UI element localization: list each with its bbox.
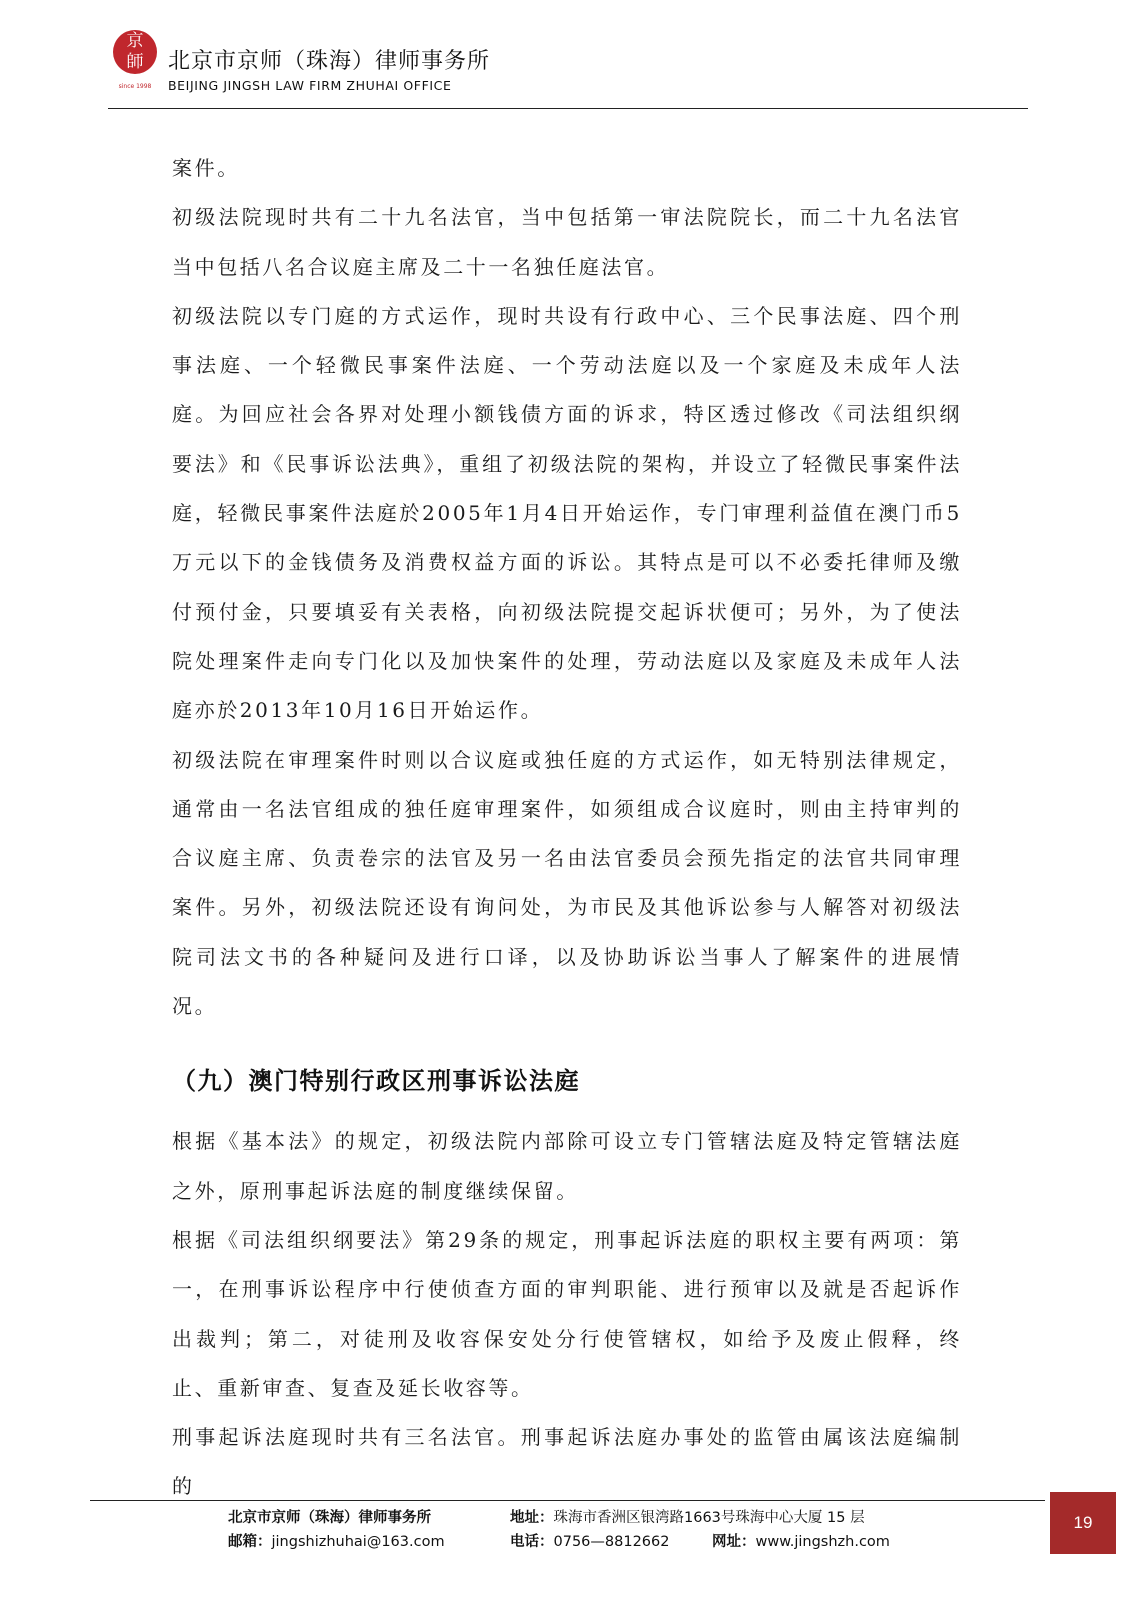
footer-website-value: www.jingshzh.com — [755, 1534, 890, 1550]
paragraph: 初级法院现时共有二十九名法官，当中包括第一审法院院长，而二十九名法官当中包括八名合议庭主席及二十一名独任庭法官。 — [172, 205, 962, 279]
svg-text:師: 師 — [126, 52, 144, 72]
footer-email — [228, 1530, 445, 1551]
paragraph: 案件。 — [172, 156, 240, 180]
paragraph: 初级法院在审理案件时则以合议庭或独任庭的方式运作，如无特别法律规定，通常由一名法官组成的独任庭审理案件，如须组成合议庭时，则由主持审判的合议庭主席、负责卷宗的法官及另一名由法官委员会预先指定的法官共同审理案件。另外，初级法院还设有询问处，为市民及其他诉讼参与人解答对初级法院司法文书的各种疑问及进行口译，以及协助诉讼当事人了解案件的进展情况。 — [172, 747, 962, 1019]
footer-email-value: jingshizhuhai@163.com — [271, 1534, 445, 1550]
page-footer — [0, 1502, 1131, 1562]
footer-divider — [90, 1500, 1045, 1501]
footer-phone-value: 0756—8812662 — [553, 1534, 670, 1550]
footer-phone — [510, 1530, 669, 1551]
paragraph: 刑事起诉法庭现时共有三名法官。刑事起诉法庭办事处的监管由属该法庭编制的 — [172, 1425, 962, 1499]
svg-text:京: 京 — [126, 31, 144, 51]
page-header — [108, 20, 1028, 110]
paragraph: 根据《司法组织纲要法》第29条的规定，刑事起诉法庭的职权主要有两项：第一，在刑事诉讼程序中行使侦查方面的审判职能、进行预审以及就是否起诉作出裁判；第二，对徒刑及收容保安处分行使管辖权，如给予及废止假释，终止、重新审查、复查及延长收容等。 — [172, 1227, 962, 1400]
footer-firm-name: 北京市京师（珠海）律师事务所 — [228, 1510, 431, 1526]
footer-website-label: 网址： — [712, 1534, 756, 1550]
footer-website — [712, 1530, 890, 1551]
footer-address-label: 地址： — [510, 1510, 554, 1526]
footer-address — [510, 1506, 865, 1527]
paragraph: 根据《基本法》的规定，初级法院内部除可设立专门管辖法庭及特定管辖法庭之外，原刑事起诉法庭的制度继续保留。 — [172, 1129, 962, 1203]
paragraph: 初级法院以专门庭的方式运作，现时共设有行政中心、三个民事法庭、四个刑事法庭、一个轻微民事案件法庭、一个劳动法庭以及一个家庭及未成年人法庭。为回应社会各界对处理小额钱债方面的诉求，特区透过修改《司法组织纲要法》和《民事诉讼法典》，重组了初级法院的架构，并设立了轻微民事案件法庭，轻微民事案件法庭於2005年1月4日开始运作，专门审理利益值在澳门币5万元以下的金钱债务及消费权益方面的诉讼。其特点是可以不必委托律师及缴付预付金，只要填妥有关表格，向初级法院提交起诉状便可；另外，为了使法院处理案件走向专门化以及加快案件的处理，劳动法庭以及家庭及未成年人法庭亦於2013年10月16日开始运作。 — [172, 303, 962, 723]
firm-name-en: BEIJING JINGSH LAW FIRM ZHUHAI OFFICE — [168, 78, 452, 93]
firm-name-cn: 北京市京师（珠海）律师事务所 — [168, 49, 491, 74]
firm-logo — [110, 22, 160, 94]
section-heading: （九）澳门特别行政区刑事诉讼法庭 — [172, 1067, 580, 1096]
footer-phone-label: 电话： — [510, 1534, 554, 1550]
header-divider — [108, 108, 1028, 109]
document-body — [172, 144, 962, 1512]
footer-address-value: 珠海市香洲区银湾路1663号珠海中心大厦 15 层 — [553, 1510, 865, 1526]
page-number: 19 — [1050, 1492, 1116, 1554]
footer-email-label: 邮箱： — [228, 1534, 272, 1550]
svg-text:since 1998: since 1998 — [118, 83, 152, 90]
firm-seal-icon — [110, 22, 160, 94]
